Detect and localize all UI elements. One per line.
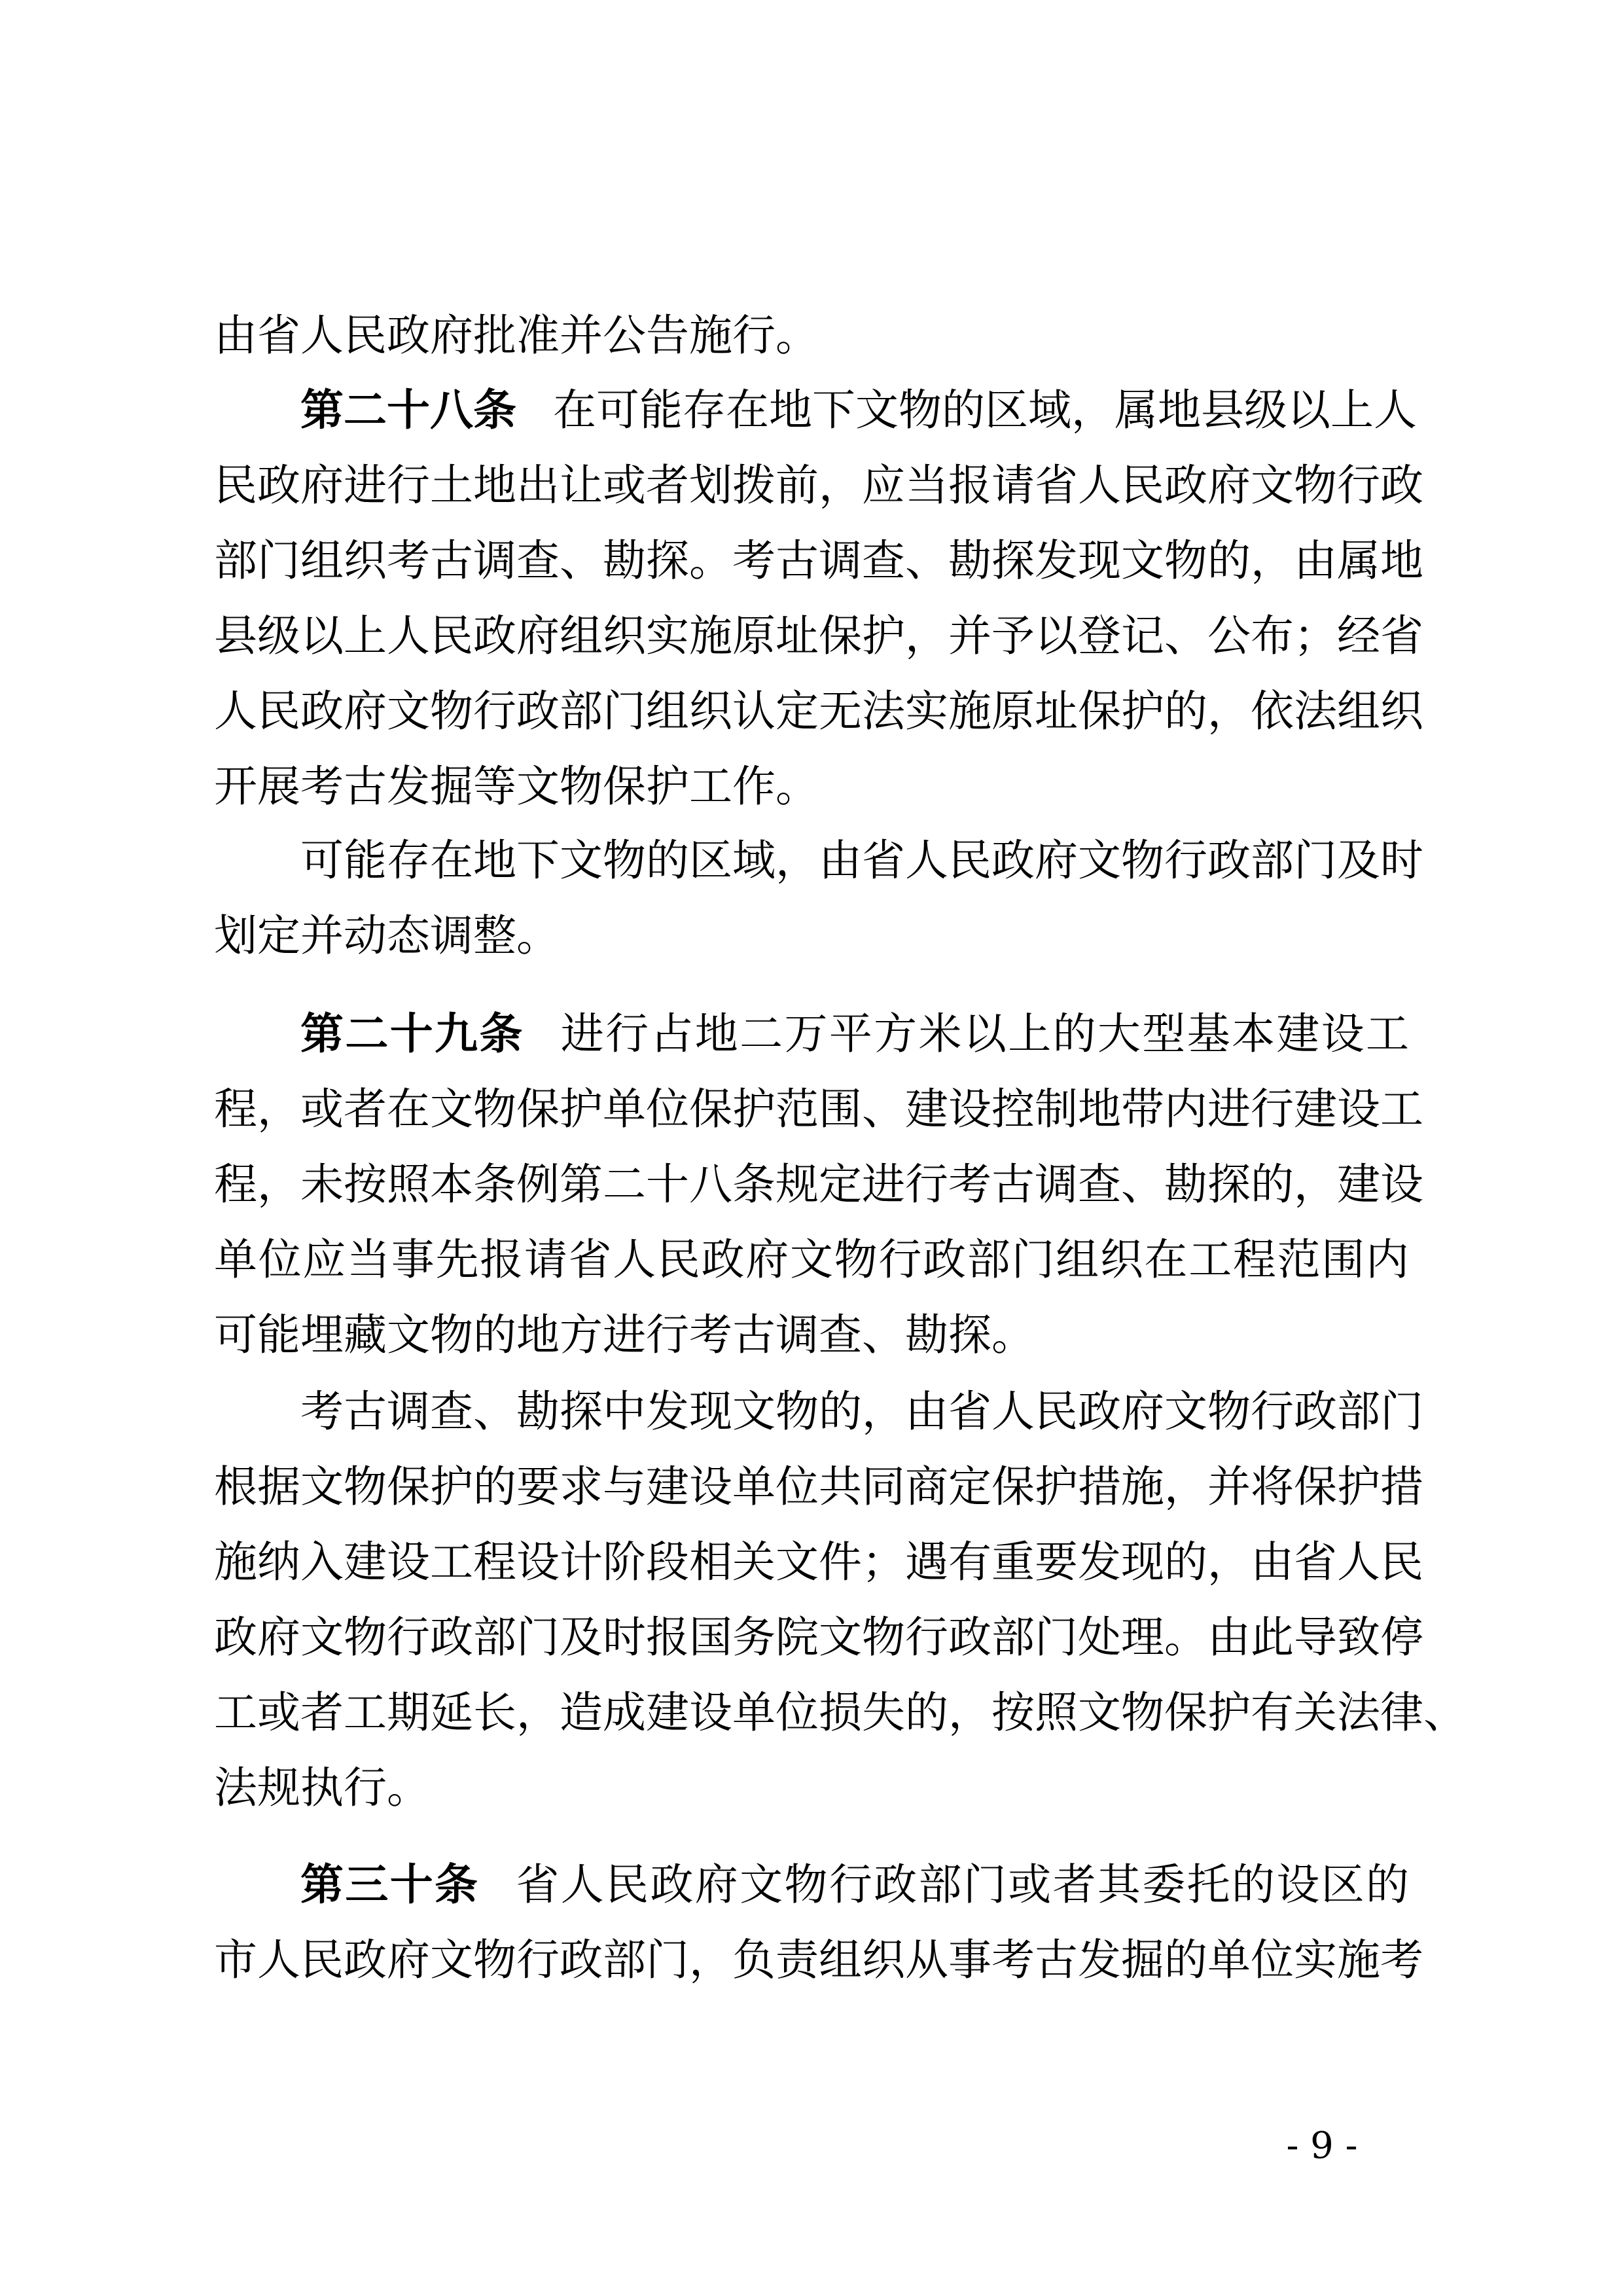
text-line: 程，未按照本条例第二十八条规定进行考古调查、勘探的，建设 <box>214 1159 1423 1210</box>
text-line: 法规执行。 <box>214 1763 430 1813</box>
text-span: 在可能存在地下文物的区域，属地县级以上人 <box>553 385 1417 435</box>
text-line: 县级以上人民政府组织实施原址保护，并予以登记、公布；经省 <box>214 611 1423 661</box>
text-line: 部门组织考古调查、勘探。考古调查、勘探发现文物的，由属地 <box>214 535 1423 586</box>
text-span: 进行占地二万平方米以上的大型基本建设工 <box>560 1009 1410 1059</box>
text-line: 划定并动态调整。 <box>214 910 560 961</box>
article-heading: 第二十九条 <box>300 1009 524 1059</box>
text-line: 市人民政府文物行政部门，负责组织从事考古发掘的单位实施考 <box>214 1935 1423 1985</box>
article-heading: 第二十八条 <box>300 385 516 435</box>
article-30-first-line <box>300 1856 1409 1914</box>
text-line: 施纳入建设工程设计阶段相关文件；遇有重要发现的，由省人民 <box>214 1537 1423 1587</box>
text-span: 省人民政府文物行政部门或者其委托的设区的 <box>516 1859 1410 1910</box>
text-line: 民政府进行土地出让或者划拨前，应当报请省人民政府文物行政 <box>214 460 1423 511</box>
text-line: 单位应当事先报请省人民政府文物行政部门组织在工程范围内 <box>214 1234 1409 1285</box>
text-line: 可能存在地下文物的区域，由省人民政府文物行政部门及时 <box>300 835 1423 886</box>
text-line: 开展考古发掘等文物保护工作。 <box>214 761 819 812</box>
article-28-first-line <box>300 381 1417 440</box>
article-heading: 第三十条 <box>300 1859 480 1910</box>
text-line: 人民政府文物行政部门组织认定无法实施原址保护的，依法组织 <box>214 686 1423 736</box>
article-29-first-line <box>300 1005 1409 1064</box>
text-line: 政府文物行政部门及时报国务院文物行政部门处理。由此导致停 <box>214 1612 1423 1662</box>
text-line: 考古调查、勘探中发现文物的，由省人民政府文物行政部门 <box>300 1386 1423 1437</box>
text-line: 工或者工期延长，造成建设单位损失的，按照文物保护有关法律、 <box>214 1687 1467 1738</box>
page-number: - 9 - <box>1286 2125 1358 2167</box>
text-line: 根据文物保护的要求与建设单位共同商定保护措施，并将保护措 <box>214 1462 1423 1512</box>
text-line: 程，或者在文物保护单位保护范围、建设控制地带内进行建设工 <box>214 1084 1423 1134</box>
text-line: 由省人民政府批准并公告施行。 <box>214 310 819 361</box>
text-line: 可能埋藏文物的地方进行考古调查、勘探。 <box>214 1310 1035 1360</box>
